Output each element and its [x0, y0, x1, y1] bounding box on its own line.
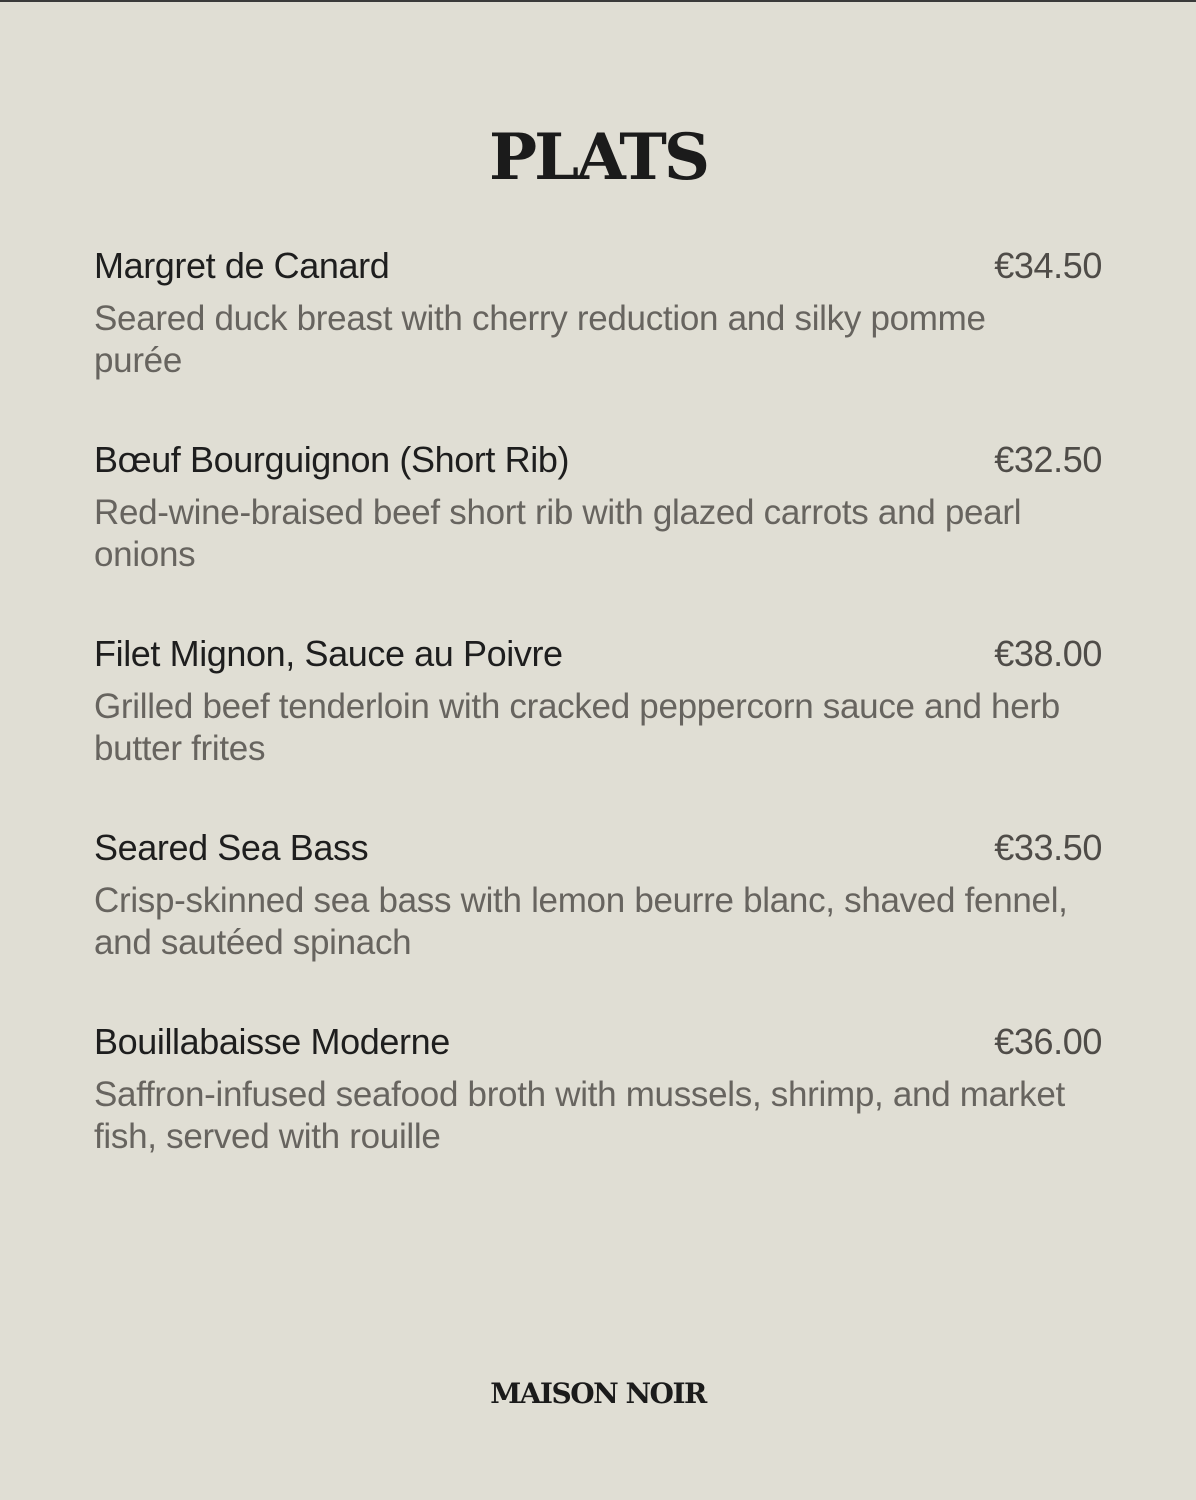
menu-item-header: [94, 1018, 1102, 1068]
menu-item-header: [94, 630, 1102, 680]
restaurant-brand: MAISON NOIR: [490, 1377, 706, 1410]
dish-price: €33.50: [994, 827, 1102, 868]
dish-price: €34.50: [994, 245, 1102, 286]
page-title: PLATS: [488, 120, 708, 195]
menu-item-header: [94, 824, 1102, 874]
menu-item: [94, 436, 1102, 630]
dish-price: €38.00: [994, 633, 1102, 674]
dish-name: Seared Sea Bass: [94, 827, 369, 868]
dish-description: Red-wine-braised beef short rib with glazed carrots and pearl onions: [94, 493, 1022, 574]
dish-price: €36.00: [994, 1021, 1102, 1062]
menu-item: [94, 630, 1102, 824]
menu-item-header: [94, 436, 1102, 486]
dish-description: Grilled beef tenderloin with cracked peppercorn sauce and herb butter frites: [94, 687, 1060, 768]
dish-price: €32.50: [994, 439, 1102, 480]
dish-name: Bouillabaisse Moderne: [94, 1021, 450, 1062]
menu-item: [94, 242, 1102, 436]
menu-item: [94, 1018, 1102, 1212]
dish-description: Saffron-infused seafood broth with mussels, shrimp, and market fish, served with rouille: [94, 1075, 1065, 1156]
dish-name: Margret de Canard: [94, 245, 390, 286]
dish-description: Seared duck breast with cherry reduction and silky pomme purée: [94, 299, 986, 380]
dish-name: Filet Mignon, Sauce au Poivre: [94, 633, 563, 674]
menu-item: [94, 824, 1102, 1018]
menu-item-header: [94, 242, 1102, 292]
dish-description: Crisp-skinned sea bass with lemon beurre blanc, shaved fennel, and sautéed spinach: [94, 881, 1068, 962]
dish-name: Bœuf Bourguignon (Short Rib): [94, 439, 570, 480]
menu-list: [94, 242, 1102, 1212]
